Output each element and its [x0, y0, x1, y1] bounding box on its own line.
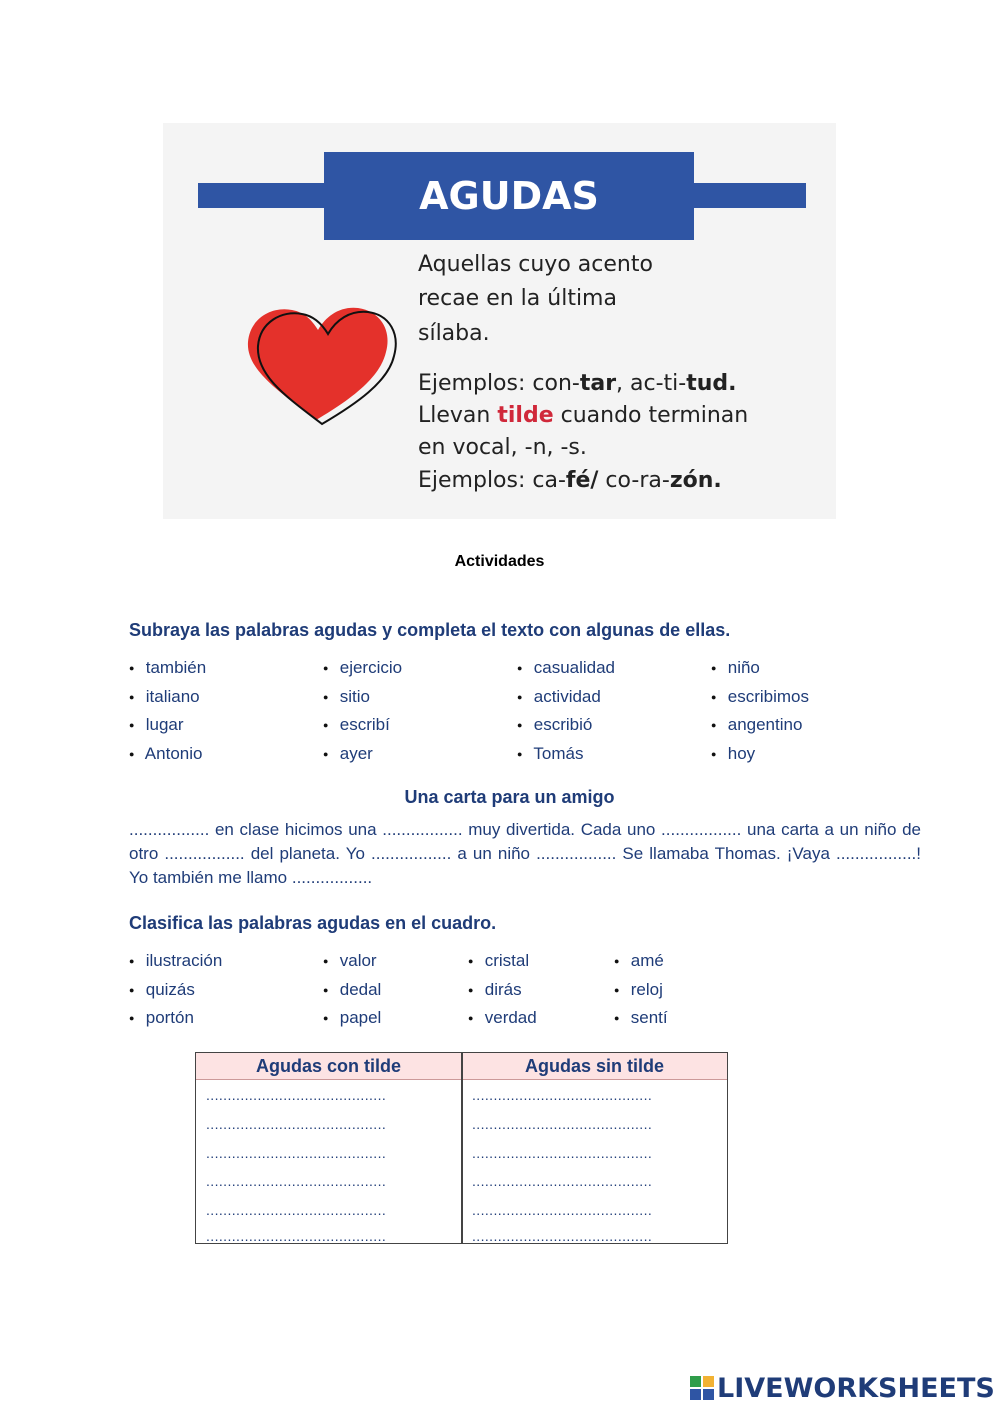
ex2-bold-1: fé/	[565, 468, 599, 493]
section1-word	[129, 715, 184, 735]
answer-line[interactable]: ..........................................	[206, 1145, 387, 1161]
section1-heading: Subraya las palabras agudas y completa el texto con algunas de ellas.	[129, 620, 731, 640]
rule-prefix: Llevan	[418, 403, 498, 428]
word-text: escribí	[339, 715, 390, 734]
section2-word	[614, 951, 664, 971]
section2-word	[323, 951, 377, 971]
card-line-2: recae en la última	[418, 286, 617, 311]
bullet-icon: ●	[129, 692, 135, 702]
word-text: escribimos	[727, 687, 809, 706]
bullet-icon: ●	[129, 985, 135, 995]
section1-word	[323, 658, 402, 678]
bullet-icon: ●	[323, 663, 329, 673]
ex1-prefix: Ejemplos: con-	[418, 371, 580, 396]
bullet-icon: ●	[468, 1013, 474, 1023]
section2-word	[323, 980, 381, 1000]
bullet-icon: ●	[323, 692, 329, 702]
section2-word	[468, 980, 522, 1000]
card-line-3: sílaba.	[418, 321, 490, 346]
word-text: casualidad	[533, 658, 616, 677]
section1-word	[711, 658, 760, 678]
word-text: dirás	[484, 980, 522, 999]
brand-name: LIVEWORKSHEETS	[717, 1372, 995, 1404]
bullet-icon: ●	[129, 956, 135, 966]
word-text: Antonio	[144, 744, 203, 763]
word-text: reloj	[630, 980, 663, 999]
answer-line[interactable]: ..........................................	[206, 1116, 387, 1132]
section2-word	[129, 980, 195, 1000]
word-text: ilustración	[145, 951, 223, 970]
card-rule	[418, 399, 748, 433]
section2-word	[468, 1008, 537, 1028]
bullet-icon: ●	[129, 720, 135, 730]
word-text: papel	[339, 1008, 382, 1027]
section1-word	[323, 715, 390, 735]
brand-logo	[690, 1372, 995, 1404]
word-text: hoy	[727, 744, 756, 763]
section1-word	[711, 687, 809, 707]
word-text: amé	[630, 951, 664, 970]
bullet-icon: ●	[323, 720, 329, 730]
section2-word	[323, 1008, 381, 1028]
section1-word	[129, 687, 200, 707]
section1-word	[711, 744, 755, 764]
answer-line[interactable]: ..........................................	[472, 1087, 653, 1103]
ex2-prefix: Ejemplos: ca-	[418, 468, 566, 493]
heart-icon	[240, 300, 400, 430]
bullet-icon: ●	[129, 663, 135, 673]
bullet-icon: ●	[129, 749, 135, 759]
page-title: Actividades	[454, 553, 545, 570]
word-text: lugar	[145, 715, 184, 734]
bullet-icon: ●	[711, 749, 717, 759]
answer-line[interactable]: ..........................................	[206, 1173, 387, 1189]
bullet-icon: ●	[323, 1013, 329, 1023]
ex2-bold-2: zón.	[669, 468, 722, 493]
table-header-col1: Agudas con tilde	[255, 1056, 401, 1076]
card-example-2	[418, 464, 722, 498]
ex1-mid: , ac-ti-	[616, 371, 687, 396]
word-text: verdad	[484, 1008, 537, 1027]
bullet-icon: ●	[323, 985, 329, 995]
rule-suffix: cuando terminan	[553, 403, 749, 428]
answer-line[interactable]: ..........................................	[206, 1228, 387, 1244]
word-text: sitio	[339, 687, 370, 706]
section1-word	[323, 687, 370, 707]
word-text: portón	[145, 1008, 194, 1027]
ex2-mid: co-ra-	[598, 468, 670, 493]
word-text: también	[145, 658, 207, 677]
answer-line[interactable]: ..........................................	[472, 1202, 653, 1218]
section2-word	[129, 951, 222, 971]
bullet-icon: ●	[517, 663, 523, 673]
answer-line[interactable]: ..........................................	[472, 1145, 653, 1161]
letter-text: ................. en clase hicimos una ................. muy divertida. Cada uno ................. una carta a un niño de otro ................. del planeta. Yo ................. a un niño ................. Se llamaba Thomas. ¡Vaya .................! Yo también me llamo .................	[129, 820, 921, 887]
word-text: cristal	[484, 951, 530, 970]
bullet-icon: ●	[517, 749, 523, 759]
answer-line[interactable]: ..........................................	[472, 1173, 653, 1189]
table-divider	[461, 1053, 463, 1243]
section2-word	[614, 1008, 668, 1028]
answer-line[interactable]: ..........................................	[472, 1228, 653, 1244]
word-text: actividad	[533, 687, 601, 706]
word-text: italiano	[145, 687, 200, 706]
word-text: valor	[339, 951, 377, 970]
bullet-icon: ●	[517, 720, 523, 730]
bullet-icon: ●	[517, 692, 523, 702]
card-line-1: Aquellas cuyo acento	[418, 252, 653, 277]
table-header-col2: Agudas sin tilde	[524, 1056, 665, 1076]
bullet-icon: ●	[468, 956, 474, 966]
bullet-icon: ●	[323, 749, 329, 759]
bullet-icon: ●	[468, 985, 474, 995]
word-text: ejercicio	[339, 658, 403, 677]
rule-highlight: tilde	[497, 403, 554, 428]
section1-word	[517, 715, 592, 735]
word-text: ayer	[339, 744, 373, 763]
section1-word	[711, 715, 802, 735]
card-heading: AGUDAS	[324, 152, 694, 240]
section1-word	[129, 658, 206, 678]
word-text: sentí	[630, 1008, 668, 1027]
section1-word	[517, 687, 601, 707]
word-text: quizás	[145, 980, 195, 999]
section2-word	[614, 980, 663, 1000]
bullet-icon: ●	[711, 692, 717, 702]
bullet-icon: ●	[614, 985, 620, 995]
bullet-icon: ●	[711, 720, 717, 730]
word-text: escribió	[533, 715, 593, 734]
letter-heading: Una carta para un amigo	[404, 787, 615, 807]
card-example-1	[418, 367, 737, 401]
section1-word	[517, 744, 584, 764]
section1-word	[323, 744, 373, 764]
section2-word	[468, 951, 529, 971]
ex1-bold-2: tud.	[686, 371, 737, 396]
card-rule-line-2: en vocal, -n, -s.	[418, 435, 587, 460]
word-text: angentino	[727, 715, 803, 734]
bullet-icon: ●	[711, 663, 717, 673]
section1-word	[129, 744, 202, 764]
section2-word	[129, 1008, 194, 1028]
section1-word	[517, 658, 615, 678]
word-text: Tomás	[533, 744, 584, 763]
word-text: dedal	[339, 980, 382, 999]
bullet-icon: ●	[323, 956, 329, 966]
ex1-bold-1: tar	[579, 371, 617, 396]
bullet-icon: ●	[614, 956, 620, 966]
liveworksheets-logo-icon	[690, 1376, 714, 1400]
bullet-icon: ●	[129, 1013, 135, 1023]
answer-line[interactable]: ..........................................	[206, 1087, 387, 1103]
section2-heading: Clasifica las palabras agudas en el cuadro.	[129, 913, 497, 933]
answer-line[interactable]: ..........................................	[472, 1116, 653, 1132]
classification-table	[195, 1052, 728, 1244]
word-text: niño	[727, 658, 760, 677]
bullet-icon: ●	[614, 1013, 620, 1023]
answer-line[interactable]: ..........................................	[206, 1202, 387, 1218]
